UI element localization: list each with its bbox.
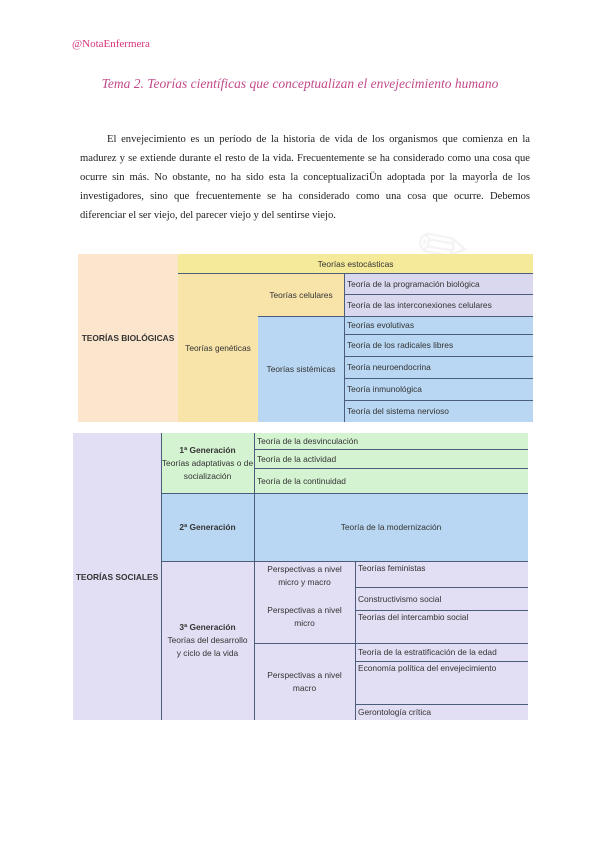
grid-line	[258, 316, 533, 317]
gen1-title: 1ª Generación	[179, 444, 236, 455]
cellular-theories: Teorías celulares	[258, 273, 344, 316]
gen3-macro-item: Teoría de la estratificación de la edad	[355, 643, 528, 661]
grid-line	[355, 704, 528, 705]
grid-line	[344, 273, 345, 422]
grid-line	[355, 561, 356, 720]
generation-2: 2ª Generación	[161, 493, 254, 561]
grid-line	[344, 378, 533, 379]
grid-line	[355, 661, 528, 662]
systemic-item: Teorías evolutivas	[344, 316, 533, 334]
gen3-micro-item: Constructivismo social	[355, 587, 528, 610]
gen3-macro-item: Gerontología crítica	[355, 704, 528, 720]
perspective-micro: Perspectivas a nivel micro	[254, 591, 355, 643]
cellular-item: Teoría de la programación biológica	[344, 273, 533, 294]
gen1-item: Teoría de la desvinculación	[254, 433, 528, 449]
gen1-item: Teoría de la continuidad	[254, 468, 528, 493]
grid-line	[344, 294, 533, 295]
genetic-theories: Teorías genéticas	[178, 273, 258, 422]
bio-category: TEORÍAS BIOLÓGICAS	[78, 254, 178, 422]
systemic-item: Teoría del sistema nervioso	[344, 400, 533, 422]
grid-line	[178, 273, 533, 274]
systemic-item: Teoría neuroendocrina	[344, 356, 533, 378]
author-handle: @NotaEnfermera	[72, 38, 150, 50]
grid-line	[161, 493, 528, 494]
grid-line	[254, 433, 255, 720]
gen3-micro-item: Teorías feministas	[355, 561, 528, 587]
grid-line	[344, 356, 533, 357]
cellular-item: Teoría de las interconexiones celulares	[344, 294, 533, 316]
gen1-subtitle: Teorías adaptativas o de socialización	[161, 457, 254, 481]
grid-line	[355, 587, 528, 588]
systemic-item: Teoría inmunológica	[344, 378, 533, 400]
grid-line	[254, 643, 528, 644]
intro-paragraph: El envejecimiento es un período de la historia de vida de los organismos que comienza en la madurez y se extiende durante el resto de la vida. Frecuentemente se ha considerado como una cosa que ocurre sin más. No obstante, no ha sido esta la conceptualizaciÜn adoptada por la mayorÌa de los investigadores, sino que frecuentemente se ha considerado como una cosa que ocurre. Debemos diferenciar el ser viejo, del parecer viejo y del sentirse viejo.	[80, 134, 530, 221]
gen1-item: Teoría de la actividad	[254, 449, 528, 468]
grid-line	[254, 449, 528, 450]
document-title: Tema 2. Teorías científicas que conceptualizan el envejecimiento humano	[101, 76, 499, 91]
grid-line	[355, 610, 528, 611]
gen3-micro-item: Teorías del intercambio social	[355, 610, 528, 643]
social-category: TEORÍAS SOCIALES	[73, 433, 161, 720]
gen3-macro-item: Economía política del envejecimiento	[355, 661, 528, 704]
grid-line	[344, 334, 533, 335]
grid-line	[344, 400, 533, 401]
generation-1	[161, 433, 254, 493]
perspective-macro: Perspectivas a nivel macro	[254, 643, 355, 720]
gen2-item: Teoría de la modernización	[254, 493, 528, 561]
perspective-micro-macro: Perspectivas a nivel micro y macro	[254, 561, 355, 591]
grid-line	[254, 468, 528, 469]
gen3-subtitle: Teorías del desarrollo y ciclo de la vida	[167, 635, 248, 658]
systemic-item: Teoría de los radicales libres	[344, 334, 533, 356]
generation-3	[161, 561, 254, 720]
systemic-theories: Teorías sistémicas	[258, 316, 344, 422]
grid-line	[161, 433, 162, 720]
grid-line	[161, 561, 528, 562]
gen3-title: 3ª Generación	[179, 622, 236, 632]
stochastic-theories: Teorías estocásticas	[178, 254, 533, 273]
